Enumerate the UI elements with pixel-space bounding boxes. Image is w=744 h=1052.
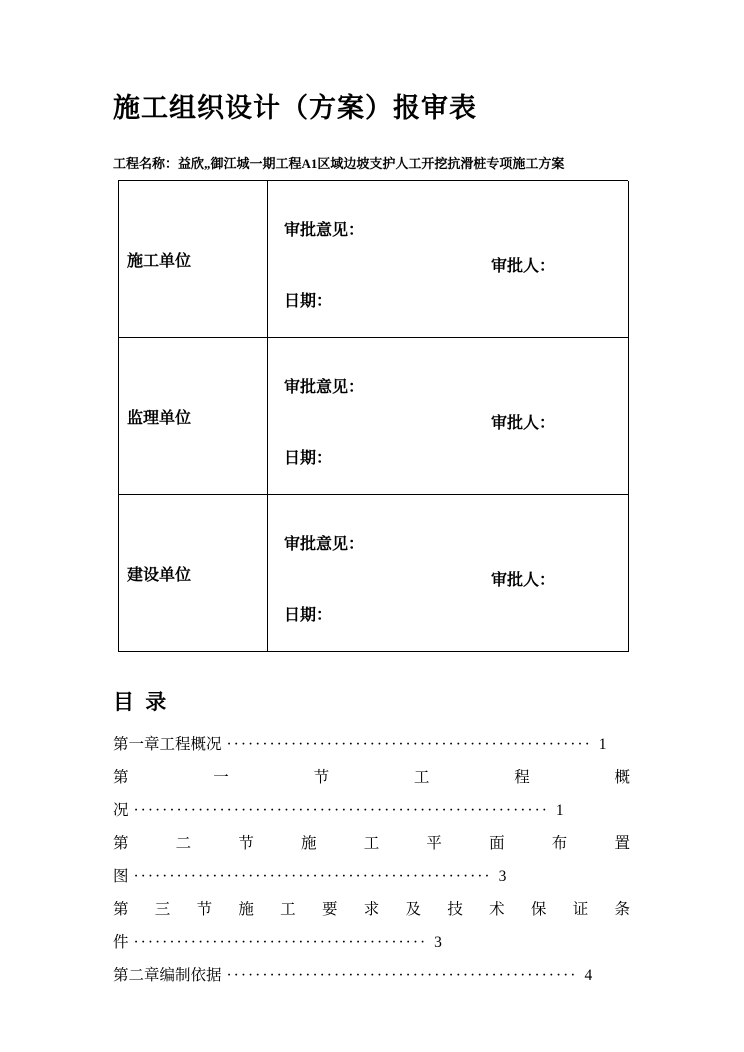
unit-cell-owner (119, 495, 268, 652)
opinion-label: 审批意见： (284, 379, 365, 396)
document-title: 施工组织设计（方案）报审表 (113, 93, 477, 123)
approval-table (118, 180, 628, 652)
unit-cell-construction (119, 181, 268, 338)
project-name-line: 工程名称：益欣„御江城一期工程A1区域边坡支护人工开挖抗滑桩专项施工方案 (113, 156, 565, 171)
date-label: 日期： (284, 607, 333, 624)
approval-cell-construction (268, 181, 629, 338)
approver-label: 审批人： (491, 257, 556, 275)
date-label: 日期： (284, 293, 333, 310)
toc-entry-text: 图 (113, 868, 129, 885)
toc-page-number: 4 (584, 967, 593, 984)
toc-entry-section1-line2 (113, 794, 630, 827)
unit-label: 施工单位 (127, 252, 192, 270)
unit-label: 监理单位 (127, 409, 192, 427)
approval-cell-owner (268, 495, 629, 652)
approval-cell-supervision (268, 338, 629, 495)
toc-entry-section1-line1: 第 一 节 工 程 概 (113, 769, 630, 786)
opinion-label: 审批意见： (284, 222, 365, 239)
toc-entry-section3-line1: 第 三 节 施 工 要 求 及 技 术 保 证 条 (113, 901, 630, 918)
toc-entry-section3-line2 (113, 926, 630, 959)
table-of-contents (113, 728, 630, 992)
toc-heading: 目 录 (113, 690, 170, 714)
toc-entry-text: 第二章编制依据 (113, 967, 222, 984)
toc-dot-leader: ··················································· (226, 736, 592, 753)
toc-dot-leader: ·························································· (133, 802, 549, 819)
approver-label: 审批人： (491, 414, 556, 432)
toc-entry-section2-line1: 第 二 节 施 工 平 面 布 置 (113, 835, 630, 852)
toc-entry-text: 第一章工程概况 (113, 736, 222, 753)
toc-dot-leader: ········································· (133, 934, 428, 951)
toc-entry-chapter2 (113, 959, 630, 992)
approver-label: 审批人： (491, 571, 556, 589)
opinion-label: 审批意见： (284, 536, 365, 553)
toc-page-number: 3 (498, 868, 507, 885)
toc-entry-section2-line2 (113, 860, 630, 893)
toc-entry-chapter1 (113, 728, 630, 761)
toc-entry-text: 况 (113, 802, 129, 819)
unit-label: 建设单位 (127, 566, 192, 584)
unit-cell-supervision (119, 338, 268, 495)
date-label: 日期： (284, 450, 333, 467)
toc-page-number: 1 (598, 736, 607, 753)
toc-page-number: 3 (434, 934, 442, 951)
toc-dot-leader: ················································· (226, 967, 578, 984)
toc-entry-text: 件 (113, 934, 129, 951)
toc-dot-leader: ·················································· (133, 868, 492, 885)
toc-page-number: 1 (555, 802, 564, 819)
